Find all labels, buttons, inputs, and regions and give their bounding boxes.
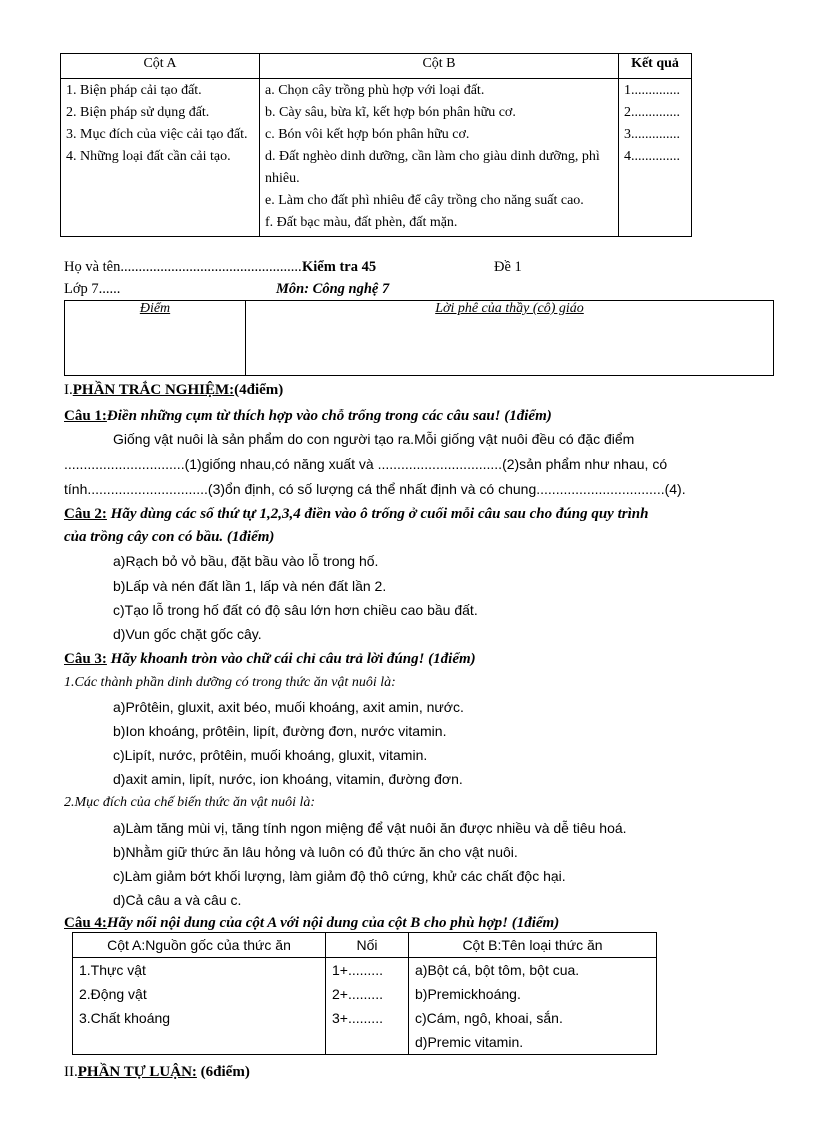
q3-label: Câu 3:: [64, 651, 107, 667]
q4-col-a-item: 2.Động vật: [79, 986, 147, 1002]
q2-item: a)Rạch bỏ vỏ bầu, đặt bầu vào lỗ trong hố.: [113, 553, 379, 569]
score-label: Điểm: [139, 301, 171, 316]
col-a-item: 2. Biện pháp sử dụng đất.: [66, 105, 210, 120]
score-table: [64, 300, 774, 376]
q2-label: Câu 2:: [64, 506, 107, 522]
part1-points: (4điểm): [234, 382, 284, 398]
col-b-header: Cột B: [260, 54, 619, 79]
q1-heading: [64, 405, 552, 427]
q4-col-a-item: 1.Thực vật: [79, 962, 146, 978]
q4-heading: [64, 912, 559, 934]
q3-option[interactable]: a)Làm tăng mùi vị, tăng tính ngon miệng để vật nuôi ăn được nhiều và dễ tiêu hoá.: [113, 820, 627, 836]
q4-col-b-item: d)Premic vitamin.: [415, 1034, 524, 1050]
q4-prompt: Hãy nối nội dung của cột A với nội dung của cột B cho phù hợp! (1điểm): [106, 915, 560, 931]
q4-label: Câu 4:: [64, 915, 107, 931]
result-slot[interactable]: 3..............: [624, 127, 680, 142]
result-header: Kết quả: [619, 54, 692, 79]
q4-col-a-header: Cột A:Nguồn gốc của thức ăn: [73, 933, 326, 958]
q1-line1: Giống vật nuôi là sản phẩm do con người tạo ra.Mỗi giống vật nuôi đều có đặc điểm: [113, 431, 635, 447]
part1-prefix: I.: [64, 382, 73, 398]
q4-col-b-item: a)Bột cá, bột tôm, bột cua.: [415, 962, 580, 978]
class-field[interactable]: Lớp 7......: [64, 281, 121, 297]
q2-item: d)Vun gốc chặt gốc cây.: [113, 626, 262, 642]
col-b-item: d. Đất nghèo dinh dưỡng, cần làm cho giàu dinh dưỡng, phì nhiêu.: [265, 149, 600, 186]
col-b-item: b. Cày sâu, bừa kĩ, kết hợp bón phân hữu cơ.: [265, 105, 516, 120]
q2-item: c)Tạo lỗ trong hố đất có độ sâu lớn hơn chiều cao bầu đất.: [113, 602, 478, 618]
q3-option[interactable]: c)Làm giảm bớt khối lượng, làm giảm độ thô cứng, khử các chất độc hại.: [113, 868, 566, 884]
q1-label: Câu 1:: [64, 408, 107, 424]
result-slot[interactable]: 1..............: [624, 83, 680, 98]
part2-heading: [64, 1061, 250, 1083]
result-slot[interactable]: 4..............: [624, 149, 680, 164]
student-name-field[interactable]: Họ và tên..................................................: [64, 259, 302, 275]
q3-prompt: Hãy khoanh tròn vào chữ cái chỉ câu trả lời đúng! (1điểm): [110, 651, 476, 667]
q3-option[interactable]: d)Cả câu a và câu c.: [113, 892, 242, 908]
score-box[interactable]: [65, 301, 246, 376]
subject-title: Môn: Công nghệ 7: [276, 281, 390, 297]
q4-link-slot[interactable]: 2+.........: [332, 986, 383, 1002]
q3-option[interactable]: b)Ion khoáng, prôtêin, lipít, đường đơn, nước vitamin.: [113, 723, 447, 739]
comment-box[interactable]: [246, 301, 774, 376]
q1-line3[interactable]: tính...............................(3)ổn định, có số lượng cá thể nhất định và có chung.................................(4).: [64, 481, 686, 497]
col-a-cell: [61, 79, 260, 237]
q3-heading: [64, 648, 476, 670]
col-b-item: f. Đất bạc màu, đất phèn, đất mặn.: [265, 215, 458, 230]
q1-prompt: Điền những cụm từ thích hợp vào chỗ trống trong các câu sau! (1điểm): [106, 408, 552, 424]
q3-sub2: 2.Mục đích của chế biến thức ăn vật nuôi là:: [64, 795, 316, 810]
col-a-item: 3. Mục đích của việc cải tạo đất.: [66, 127, 248, 142]
q2-prompt-line2: của trồng cây con có bầu. (1điểm): [64, 529, 275, 545]
q4-col-b-item: b)Premickhoáng.: [415, 986, 521, 1002]
q4-table: [72, 932, 657, 1055]
q4-col-b-cell: [409, 958, 657, 1055]
part1-heading: [64, 379, 283, 401]
q4-col-a-cell: [73, 958, 326, 1055]
result-cell: [619, 79, 692, 237]
q1-line2[interactable]: ...............................(1)giống nhau,có năng xuất và ................................(2)sản phẩm như nhau, có: [64, 456, 668, 472]
q3-option[interactable]: b)Nhằm giữ thức ăn lâu hỏng và luôn có đủ thức ăn cho vật nuôi.: [113, 844, 518, 860]
q4-link-header: Nối: [326, 933, 409, 958]
q4-col-b-item: c)Cám, ngô, khoai, sắn.: [415, 1010, 563, 1026]
exam-code: Đề 1: [494, 259, 522, 275]
part2-prefix: II.: [64, 1064, 78, 1080]
q2-heading: [64, 503, 648, 525]
q3-option[interactable]: d)axit amin, lipít, nước, ion khoáng, vitamin, đường đơn.: [113, 771, 463, 787]
q2-item: b)Lấp và nén đất lần 1, lấp và nén đất lần 2.: [113, 578, 387, 594]
q4-col-a-item: 3.Chất khoáng: [79, 1010, 171, 1026]
col-b-item: c. Bón vôi kết hợp bón phân hữu cơ.: [265, 127, 470, 142]
part2-title: PHẦN TỰ LUẬN:: [77, 1064, 197, 1080]
q4-link-cell: [326, 958, 409, 1055]
matching-table: [60, 53, 692, 237]
col-a-item: 1. Biện pháp cải tạo đất.: [66, 83, 202, 98]
q2-prompt-line1: Hãy dùng các số thứ tự 1,2,3,4 điền vào ô trống ở cuối mỗi câu sau cho đúng quy trình: [110, 506, 649, 522]
col-b-cell: [260, 79, 619, 237]
q3-option[interactable]: a)Prôtêin, gluxit, axit béo, muối khoáng, axit amin, nước.: [113, 699, 464, 715]
q4-col-b-header: Cột B:Tên loại thức ăn: [409, 933, 657, 958]
result-slot[interactable]: 2..............: [624, 105, 680, 120]
q3-option[interactable]: c)Lipít, nước, prôtêin, muối khoáng, gluxit, vitamin.: [113, 747, 428, 763]
q3-sub1: 1.Các thành phần dinh dưỡng có trong thức ăn vật nuôi là:: [64, 675, 396, 690]
exam-title: Kiểm tra 45: [302, 259, 377, 275]
col-a-header: Cột A: [61, 54, 260, 79]
part2-points: (6điểm): [200, 1064, 250, 1080]
q4-link-slot[interactable]: 3+.........: [332, 1010, 383, 1026]
col-b-item: a. Chọn cây trồng phù hợp với loại đất.: [265, 83, 485, 98]
col-b-item: e. Làm cho đất phì nhiêu để cây trồng cho năng suất cao.: [265, 193, 584, 208]
part1-title: PHẦN TRẮC NGHIỆM:: [72, 382, 235, 398]
comment-label: Lời phê của thầy (cô) giáo: [435, 301, 584, 316]
q4-link-slot[interactable]: 1+.........: [332, 962, 383, 978]
col-a-item: 4. Những loại đất cần cải tạo.: [66, 149, 231, 164]
